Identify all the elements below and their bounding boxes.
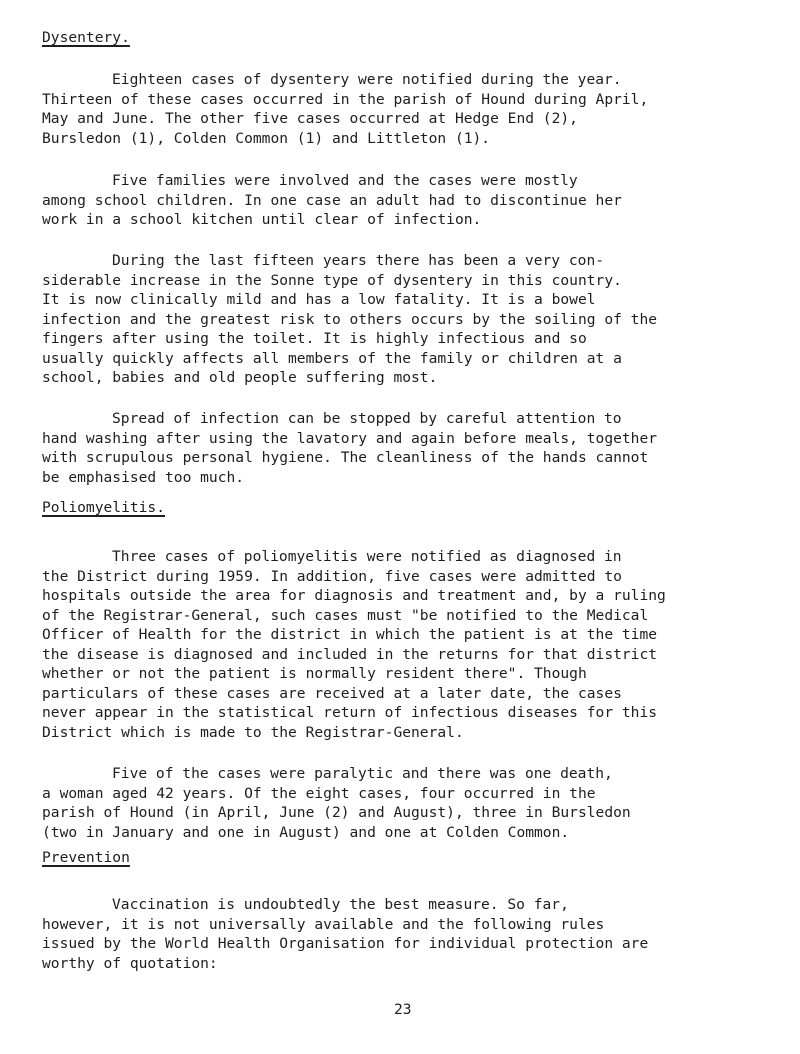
text-line: particulars of these cases are received at a later date, the cases	[42, 684, 622, 702]
text-line: Officer of Health for the district in which the patient is at the time	[42, 626, 658, 643]
section-heading-prevention: Prevention	[42, 849, 130, 866]
paragraph-polio-1	[0, 547, 800, 742]
page-number: 23	[394, 1001, 412, 1018]
text-line: whether or not the patient is normally resident there". Though	[42, 665, 587, 682]
text-line: fingers after using the toilet. It is highly infectious and so	[42, 330, 587, 347]
paragraph-dysentery-3	[0, 251, 800, 388]
text-line: a woman aged 42 years. Of the eight cases, four occurred in the	[42, 784, 596, 802]
text-line: parish of Hound (in April, June (2) and August), three in Bursledon	[42, 804, 631, 821]
text-line: of the Registrar-General, such cases must "be notified to the Medical	[42, 606, 649, 624]
text-line: Eighteen cases of dysentery were notified during the year.	[112, 71, 622, 88]
text-line: Vaccination is undoubtedly the best measure. So far,	[112, 896, 569, 913]
paragraph-dysentery-2	[0, 171, 800, 230]
text-line: Three cases of poliomyelitis were notified as diagnosed in	[112, 548, 622, 565]
text-line: work in a school kitchen until clear of infection.	[42, 211, 482, 228]
text-line: (two in January and one in August) and one at Colden Common.	[42, 823, 570, 841]
paragraph-prevention-1	[0, 895, 800, 973]
text-line: among school children. In one case an adult had to discontinue her	[42, 191, 622, 209]
paragraph-dysentery-4	[0, 409, 800, 487]
text-line: Five of the cases were paralytic and there was one death,	[112, 765, 613, 782]
text-line: usually quickly affects all members of the family or children at a	[42, 349, 622, 367]
text-line: siderable increase in the Sonne type of dysentery in this country.	[42, 271, 622, 289]
text-line: Spread of infection can be stopped by careful attention to	[112, 410, 622, 427]
text-line: Bursledon (1), Colden Common (1) and Littleton (1).	[42, 129, 491, 147]
paragraph-polio-2	[0, 764, 800, 842]
text-line: hand washing after using the lavatory and again before meals, together	[42, 429, 658, 447]
text-line: school, babies and old people suffering most.	[42, 369, 438, 386]
text-line: It is now clinically mild and has a low fatality. It is a bowel	[42, 291, 596, 308]
text-line: issued by the World Health Organisation for individual protection are	[42, 935, 649, 952]
text-line: hospitals outside the area for diagnosis and treatment and, by a ruling	[42, 587, 666, 604]
section-heading-poliomyelitis: Poliomyelitis.	[42, 499, 166, 516]
text-line: Five families were involved and the cases were mostly	[112, 172, 578, 189]
text-line: Thirteen of these cases occurred in the parish of Hound during April,	[42, 90, 649, 108]
text-line: never appear in the statistical return of infectious diseases for this	[42, 704, 658, 721]
text-line: worthy of quotation:	[42, 954, 218, 972]
text-line: the District during 1959. In addition, five cases were admitted to	[42, 567, 622, 585]
text-line: During the last fifteen years there has been a very con-	[112, 252, 605, 269]
section-heading-dysentery: Dysentery.	[42, 29, 130, 46]
text-line: the disease is diagnosed and included in the returns for that district	[42, 645, 658, 663]
text-line: May and June. The other five cases occurred at Hedge End (2),	[42, 110, 578, 127]
text-line: infection and the greatest risk to others occurs by the soiling of the	[42, 310, 658, 328]
text-line: with scrupulous personal hygiene. The cleanliness of the hands cannot	[42, 449, 649, 466]
paragraph-dysentery-1	[0, 70, 800, 148]
text-line: District which is made to the Registrar-General.	[42, 723, 464, 741]
text-line: however, it is not universally available and the following rules	[42, 915, 605, 933]
text-line: be emphasised too much.	[42, 468, 245, 486]
